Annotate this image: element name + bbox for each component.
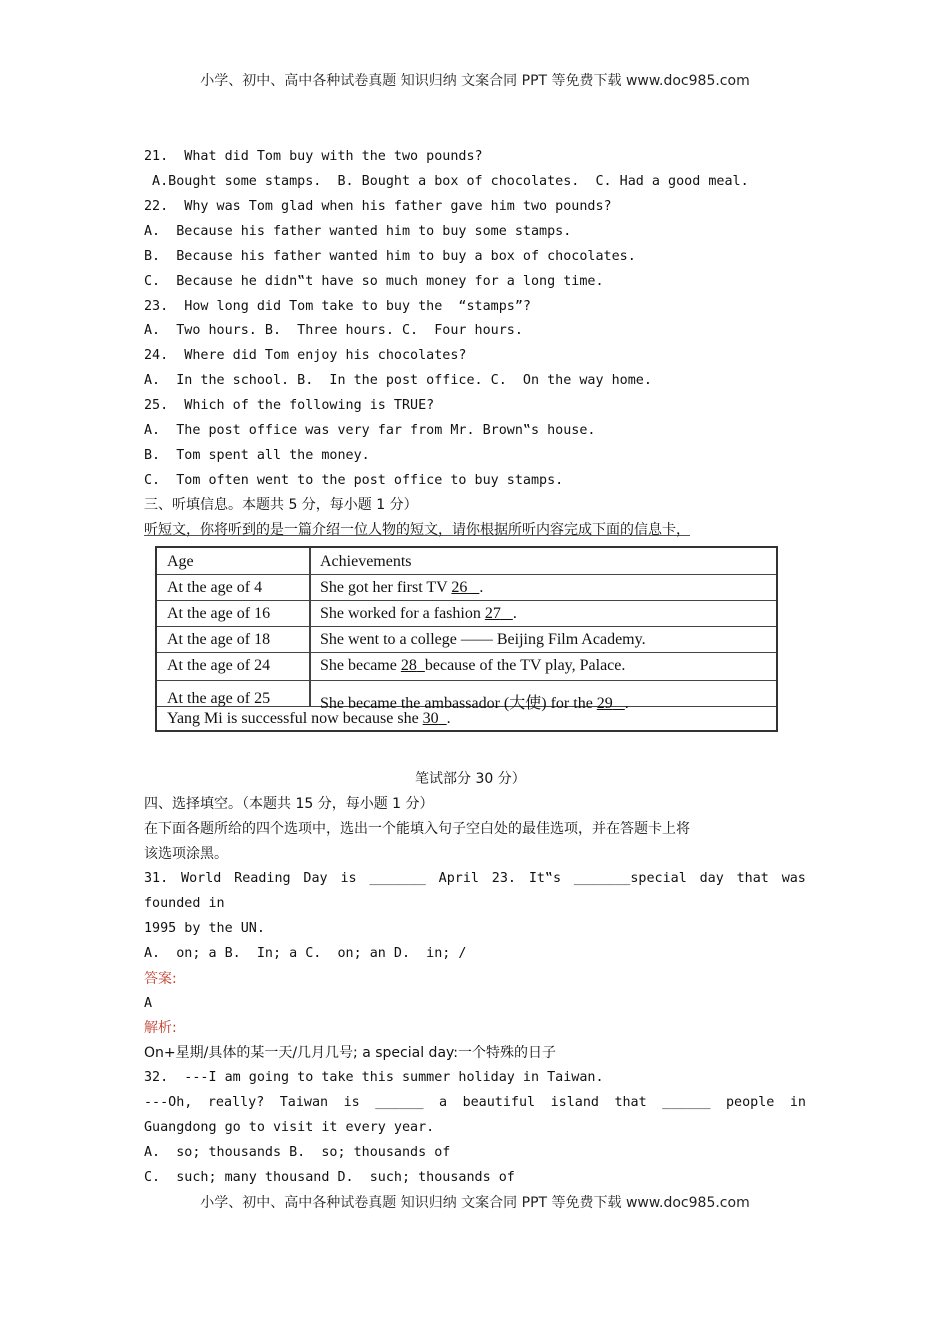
word: 23. (491, 871, 516, 886)
question-32-line-1: 32. ---I am going to take this summer holiday in Taiwan. (144, 1070, 604, 1085)
page-footer: 小学、初中、高中各种试卷真题 知识归纳 文案合同 PPT 等免费下载 www.doc985.com (200, 1195, 750, 1211)
question-31-line-2: founded in (144, 896, 225, 911)
table-footer-row (157, 706, 776, 730)
table-row (157, 680, 776, 712)
question-24-options: A. In the school. B. In the post office. C. On the way home. (144, 373, 652, 388)
question-22-option-b: B. Because his father wanted him to buy a box of chocolates. (144, 249, 636, 264)
word: a (439, 1095, 448, 1110)
row-achievement: She went to a college —— Beijing Film Academy. (320, 631, 646, 648)
word: was (781, 871, 806, 886)
header-achievements: Achievements (320, 553, 412, 570)
question-25-option-c: C. Tom often went to the post office to buy stamps. (144, 473, 564, 488)
question-23-options: A. Two hours. B. Three hours. C. Four hours. (144, 323, 523, 338)
section-3-title: 三、听填信息。本题共 5 分，每小题 1 分） (144, 497, 418, 513)
question-22: 22. Why was Tom glad when his father gave him two pounds? (144, 199, 612, 214)
table-header-row (157, 548, 776, 575)
blank-29: 29 (596, 695, 613, 712)
blank-27: 27 (484, 605, 501, 622)
question-25-option-b: B. Tom spent all the money. (144, 448, 370, 463)
row-achievement: She became 28 because of the TV play, Palace. (320, 657, 626, 674)
question-32-line-3: Guangdong go to visit it every year. (144, 1120, 435, 1135)
analysis-text: On+星期/具体的某一天/几月几号; a special day:一个特殊的日子 (144, 1045, 557, 1061)
word: April (438, 871, 479, 886)
row-age: At the age of 4 (167, 579, 263, 596)
question-25: 25. Which of the following is TRUE? (144, 398, 435, 413)
question-22-option-a: A. Because his father wanted him to buy some stamps. (144, 224, 572, 239)
word: that (614, 1095, 647, 1110)
word: is (343, 1095, 360, 1110)
section-4-instruction-1: 在下面各题所给的四个选项中，选出一个能填入句子空白处的最佳选项，并在答题卡上将 (144, 821, 690, 837)
section-4-instruction-2: 该选项涂黑。 (144, 846, 228, 862)
question-21: 21. What did Tom buy with the two pounds? (144, 149, 483, 164)
word: ---Oh, (144, 1095, 193, 1110)
word: ______ (662, 1095, 711, 1110)
question-25-option-a: A. The post office was very far from Mr. Brown‟s house. (144, 423, 596, 438)
row-age: At the age of 16 (167, 605, 271, 622)
word: _______ (369, 871, 426, 886)
table-row (157, 652, 776, 681)
word: Reading (234, 871, 291, 886)
row-achievement: She got her first TV 26 . (320, 579, 484, 596)
word: island (550, 1095, 599, 1110)
row-age: At the age of 18 (167, 631, 271, 648)
question-21-options: A.Bought some stamps. B. Bought a box of chocolates. C. Had a good meal. (144, 174, 749, 189)
table-row (157, 574, 776, 601)
section-4-title: 四、选择填空。（本题共 15 分，每小题 1 分） (144, 796, 434, 812)
row-achievement: She became the ambassador (大使) for the 29 . (320, 695, 629, 712)
info-card-table (155, 546, 778, 732)
question-31-options: A. on; a B. In; a C. on; an D. in; / (144, 946, 467, 961)
word: It‟s (528, 871, 562, 886)
question-31-line-1 (144, 870, 806, 888)
footer-sentence: Yang Mi is successful now because she 30 . (167, 710, 451, 727)
word: beautiful (462, 1095, 536, 1110)
table-row (157, 626, 776, 653)
written-section-title: 笔试部分 30 分） (415, 771, 526, 787)
section-3-instruction: 听短文，你将听到的是一篇介绍一位人物的短文，请你根据所听内容完成下面的信息卡， (144, 522, 690, 538)
word: ______ (375, 1095, 424, 1110)
blank-28: 28 (400, 657, 417, 674)
word: World (181, 871, 222, 886)
word: _______special (573, 871, 687, 886)
question-32-options-ab: A. so; thousands B. so; thousands of (144, 1145, 451, 1160)
word: 31. (144, 871, 169, 886)
header-age: Age (167, 553, 194, 570)
word: really? (207, 1095, 265, 1110)
answer-value: A (144, 996, 153, 1011)
word: Taiwan (279, 1095, 329, 1110)
blank-30: 30 (422, 710, 439, 727)
row-achievement: She worked for a fashion 27 . (320, 605, 517, 622)
word: Day (303, 871, 328, 886)
question-23: 23. How long did Tom take to buy the “stamps”? (144, 299, 531, 314)
question-22-option-c: C. Because he didn‟t have so much money for a long time. (144, 274, 604, 289)
word: that (736, 871, 769, 886)
blank-26: 26 (451, 579, 468, 596)
table-row (157, 600, 776, 627)
question-31-line-3: 1995 by the UN. (144, 921, 265, 936)
word: day (699, 871, 724, 886)
analysis-label: 解析: (144, 1020, 177, 1036)
word: is (340, 871, 357, 886)
answer-label: 答案: (144, 971, 177, 987)
row-age: At the age of 25 (167, 690, 271, 707)
page-header: 小学、初中、高中各种试卷真题 知识归纳 文案合同 PPT 等免费下载 www.doc985.com (200, 73, 750, 89)
question-24: 24. Where did Tom enjoy his chocolates? (144, 348, 467, 363)
question-32-options-cd: C. such; many thousand D. such; thousands of (144, 1170, 515, 1185)
row-age: At the age of 24 (167, 657, 271, 674)
word: in (789, 1095, 806, 1110)
question-32-line-2 (144, 1094, 806, 1112)
word: people (726, 1095, 775, 1110)
